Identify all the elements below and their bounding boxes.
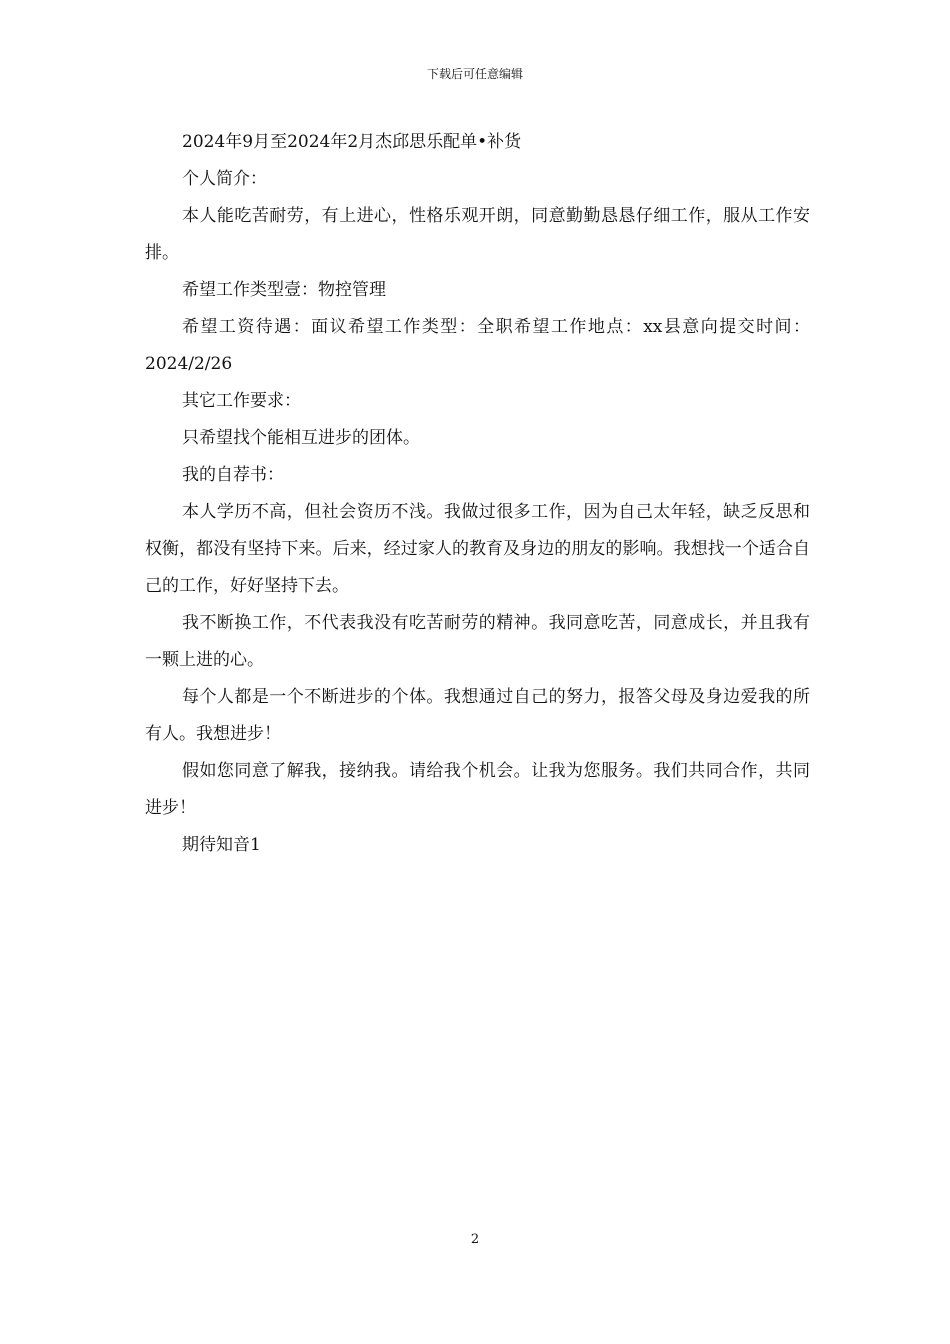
closing-line: 期待知音1 xyxy=(182,835,261,855)
other-requirements-text: 只希望找个能相互进步的团体。 xyxy=(182,428,420,448)
profile-text: 本人能吃苦耐劳，有上进心，性格乐观开朗，同意勤勤恳恳仔细工作，服从工作安排。 xyxy=(145,206,810,263)
desired-job-type-one: 希望工作类型壹：物控管理 xyxy=(182,280,386,300)
page-header-note: 下载后可任意编辑 xyxy=(426,67,523,81)
self-recommendation-paragraph: 假如您同意了解我，接纳我。请给我个机会。让我为您服务。我们共同合作，共同进步！ xyxy=(145,761,810,818)
self-recommendation-paragraph: 我不断换工作，不代表我没有吃苦耐劳的精神。我同意吃苦，同意成长，并且我有一颗上进的心。 xyxy=(145,613,810,670)
page-number: 2 xyxy=(470,1232,480,1247)
other-requirements-heading: 其它工作要求： xyxy=(182,391,301,411)
self-recommendation-paragraph: 本人学历不高，但社会资历不浅。我做过很多工作，因为自己太年轻，缺乏反思和权衡，都没有坚持下来。后来，经过家人的教育及身边的朋友的影响。我想找一个适合自己的工作，好好坚持下去。 xyxy=(145,502,810,596)
desired-salary-and-details: 希望工资待遇：面议希望工作类型：全职希望工作地点：xx县意向提交时间：2024/2/26 xyxy=(145,317,810,374)
self-recommendation-heading: 我的自荐书： xyxy=(182,465,284,485)
profile-heading: 个人简介： xyxy=(182,169,267,189)
self-recommendation-paragraph: 每个人都是一个不断进步的个体。我想通过自己的努力，报答父母及身边爱我的所有人。我想进步！ xyxy=(145,687,810,744)
work-period-line: 2024年9月至2024年2月杰邱思乐配单•补货 xyxy=(182,132,522,152)
document-body xyxy=(145,124,810,864)
